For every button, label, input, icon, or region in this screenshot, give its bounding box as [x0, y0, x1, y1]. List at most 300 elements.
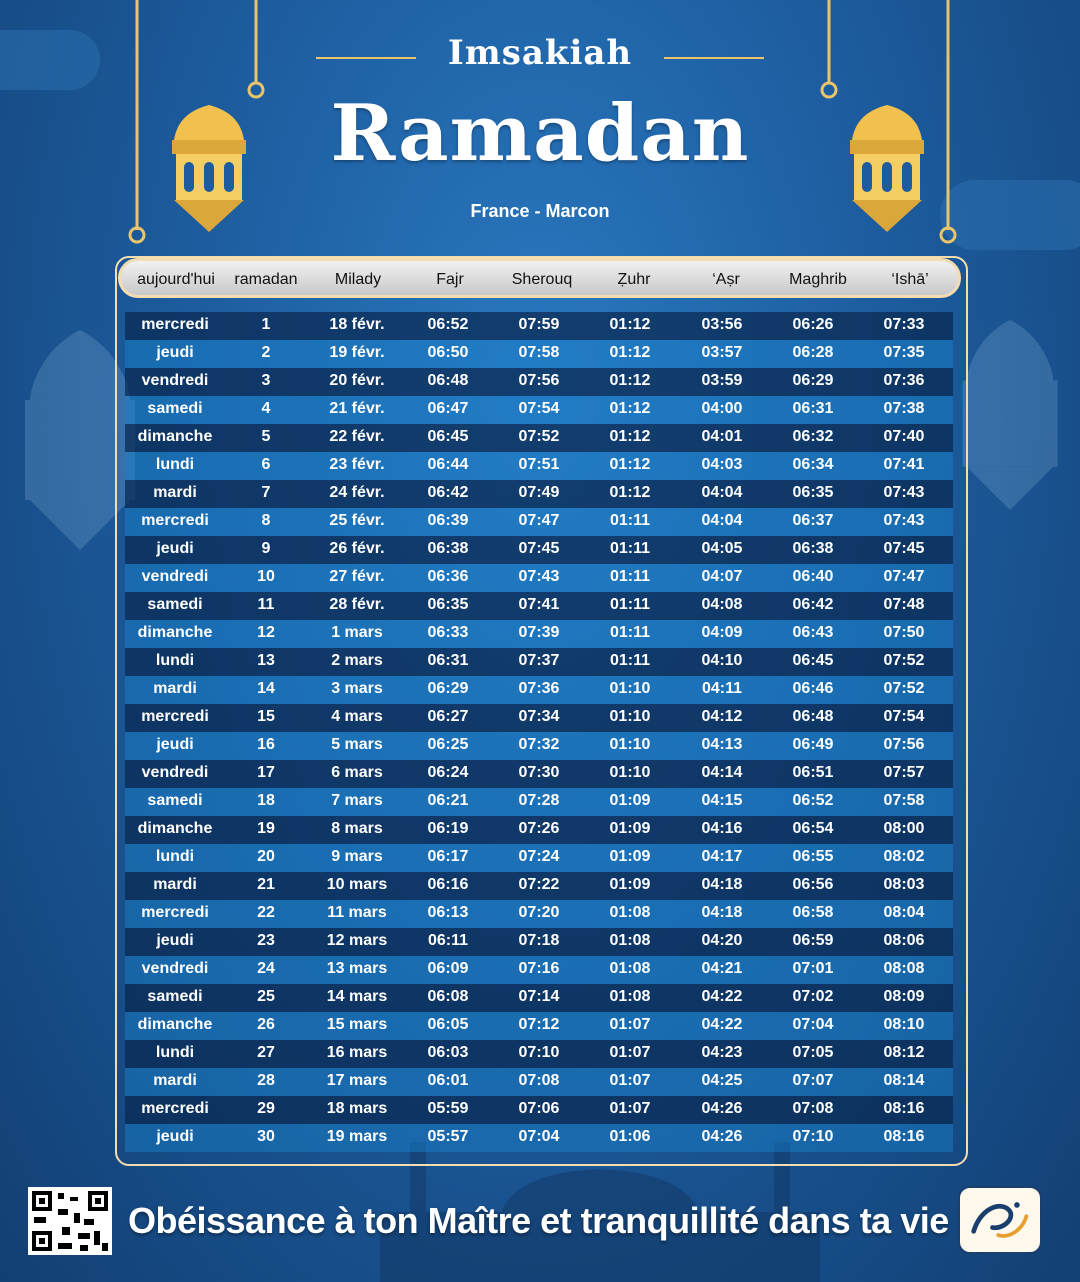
cell-gregorian-date: 1 mars	[331, 624, 383, 641]
cell-fajr: 06:31	[427, 652, 469, 669]
cell-sherouq: 07:32	[518, 736, 560, 753]
cell-asr: 04:13	[701, 736, 743, 753]
cell-asr: 04:16	[701, 820, 743, 837]
cell-zuhr: 01:08	[609, 932, 651, 949]
cell-isha: 07:36	[883, 372, 925, 389]
table-row	[125, 676, 953, 704]
cell-sherouq: 07:47	[518, 512, 560, 529]
cell-day: jeudi	[156, 344, 194, 361]
table-row	[125, 1124, 953, 1152]
cell-fajr: 06:25	[427, 736, 469, 753]
cell-sherouq: 07:14	[518, 988, 560, 1005]
cell-ramadan-day: 28	[257, 1072, 275, 1089]
cell-ramadan-day: 24	[257, 960, 275, 977]
cell-sherouq: 07:20	[518, 904, 560, 921]
cell-zuhr: 01:12	[609, 316, 651, 333]
cell-maghrib: 07:02	[792, 988, 834, 1005]
column-header-zuhr: Ẓuhr	[617, 271, 651, 288]
cell-day: lundi	[155, 848, 195, 865]
cell-zuhr: 01:09	[609, 848, 651, 865]
cell-isha: 08:16	[883, 1128, 925, 1145]
cell-gregorian-date: 9 mars	[331, 848, 383, 865]
cell-sherouq: 07:56	[518, 372, 560, 389]
cell-zuhr: 01:10	[609, 736, 651, 753]
cell-isha: 07:48	[883, 596, 925, 613]
table-row	[125, 564, 953, 592]
cell-maghrib: 06:49	[792, 736, 834, 753]
cell-isha: 08:10	[883, 1016, 925, 1033]
cell-day: mercredi	[141, 1100, 209, 1117]
cell-zuhr: 01:11	[609, 596, 651, 613]
cell-maghrib: 06:31	[792, 400, 834, 417]
cell-fajr: 06:47	[427, 400, 469, 417]
footer-slogan: Obéissance à ton Maître et tranquillité dans ta vie	[128, 1200, 949, 1241]
cell-isha: 08:04	[883, 904, 925, 921]
cell-gregorian-date: 17 mars	[326, 1072, 388, 1089]
cell-fajr: 06:05	[427, 1016, 469, 1033]
cell-asr: 04:22	[701, 988, 743, 1005]
table-row	[125, 704, 953, 732]
table-row	[125, 844, 953, 872]
cell-ramadan-day: 14	[257, 680, 275, 697]
cell-day: samedi	[147, 792, 203, 809]
cell-maghrib: 06:35	[792, 484, 834, 501]
cell-zuhr: 01:12	[609, 456, 651, 473]
cell-gregorian-date: 19 févr.	[329, 344, 385, 361]
cell-ramadan-day: 7	[261, 484, 271, 501]
cell-day: jeudi	[156, 932, 194, 949]
cell-maghrib: 06:54	[792, 820, 834, 837]
cell-day: dimanche	[137, 428, 213, 445]
cell-ramadan-day: 2	[261, 344, 271, 361]
cell-day: jeudi	[156, 1128, 194, 1145]
cell-isha: 08:12	[883, 1044, 925, 1061]
cell-ramadan-day: 25	[257, 988, 275, 1005]
cell-maghrib: 06:40	[792, 568, 834, 585]
cell-maghrib: 06:46	[792, 680, 834, 697]
cell-gregorian-date: 25 févr.	[329, 512, 385, 529]
cell-gregorian-date: 18 mars	[326, 1100, 388, 1117]
cell-day: samedi	[147, 596, 203, 613]
cell-ramadan-day: 10	[257, 568, 275, 585]
cell-maghrib: 06:52	[792, 792, 834, 809]
table-row	[125, 732, 953, 760]
cell-sherouq: 07:37	[518, 652, 560, 669]
location-label: France - Marcon	[470, 201, 610, 221]
cell-fajr: 06:17	[427, 848, 469, 865]
cell-zuhr: 01:07	[609, 1072, 651, 1089]
cell-asr: 04:14	[701, 764, 743, 781]
cell-isha: 07:50	[883, 624, 925, 641]
cell-day: samedi	[147, 988, 203, 1005]
table-row	[125, 312, 953, 340]
table-row	[125, 760, 953, 788]
cell-sherouq: 07:58	[518, 344, 560, 361]
cell-zuhr: 01:12	[609, 428, 651, 445]
cell-isha: 08:03	[883, 876, 925, 893]
cell-ramadan-day: 4	[261, 400, 271, 417]
cell-maghrib: 06:55	[792, 848, 834, 865]
cell-zuhr: 01:07	[609, 1044, 651, 1061]
cell-ramadan-day: 30	[257, 1128, 275, 1145]
cell-ramadan-day: 8	[261, 512, 271, 529]
cell-fajr: 06:03	[427, 1044, 469, 1061]
cell-maghrib: 06:42	[792, 596, 834, 613]
cell-day: vendredi	[141, 764, 209, 781]
cell-fajr: 06:16	[427, 876, 469, 893]
cell-isha: 07:52	[883, 680, 925, 697]
cell-gregorian-date: 4 mars	[331, 708, 383, 725]
cell-ramadan-day: 20	[257, 848, 275, 865]
cell-day: dimanche	[137, 820, 213, 837]
cell-fajr: 05:59	[427, 1100, 469, 1117]
cell-isha: 07:40	[883, 428, 925, 445]
cell-asr: 04:01	[701, 428, 743, 445]
cell-gregorian-date: 15 mars	[326, 1016, 388, 1033]
cell-asr: 04:05	[701, 540, 743, 557]
cell-sherouq: 07:08	[518, 1072, 560, 1089]
cell-asr: 04:11	[701, 680, 743, 697]
cell-day: mardi	[153, 876, 197, 893]
background-lantern-icon	[955, 320, 1065, 510]
cell-isha: 07:58	[883, 792, 925, 809]
cell-ramadan-day: 18	[257, 792, 275, 809]
cell-isha: 07:52	[883, 652, 925, 669]
cell-maghrib: 06:26	[792, 316, 834, 333]
cell-gregorian-date: 11 mars	[327, 904, 387, 921]
table-row	[125, 928, 953, 956]
table-row	[125, 452, 953, 480]
cell-ramadan-day: 23	[257, 932, 275, 949]
cell-sherouq: 07:51	[518, 456, 560, 473]
cell-maghrib: 06:32	[792, 428, 834, 445]
column-header-maghrib: Maghrib	[789, 271, 847, 288]
cell-fajr: 06:36	[427, 568, 469, 585]
cell-maghrib: 07:10	[792, 1128, 834, 1145]
table-row	[125, 872, 953, 900]
cell-zuhr: 01:08	[609, 988, 651, 1005]
cell-gregorian-date: 23 févr.	[329, 456, 385, 473]
cell-zuhr: 01:08	[609, 904, 651, 921]
cell-zuhr: 01:12	[609, 372, 651, 389]
cell-sherouq: 07:54	[518, 400, 560, 417]
table-row	[125, 368, 953, 396]
cell-asr: 04:04	[701, 512, 743, 529]
cell-sherouq: 07:16	[518, 960, 560, 977]
cell-gregorian-date: 6 mars	[331, 764, 383, 781]
cell-day: lundi	[155, 652, 195, 669]
cell-asr: 03:57	[701, 344, 743, 361]
cell-day: dimanche	[137, 624, 213, 641]
cell-maghrib: 06:51	[792, 764, 834, 781]
cell-zuhr: 01:12	[609, 400, 651, 417]
table-row	[125, 956, 953, 984]
cell-fajr: 06:45	[427, 428, 469, 445]
cell-isha: 07:54	[883, 708, 925, 725]
cell-zuhr: 01:10	[609, 764, 651, 781]
cell-isha: 07:56	[883, 736, 925, 753]
table-row	[125, 1096, 953, 1124]
cell-day: mardi	[153, 484, 197, 501]
cell-day: mardi	[153, 1072, 197, 1089]
cell-gregorian-date: 26 févr.	[329, 540, 385, 557]
cell-gregorian-date: 8 mars	[331, 820, 383, 837]
table-row	[125, 536, 953, 564]
cell-day: vendredi	[141, 960, 209, 977]
cell-isha: 07:43	[883, 484, 925, 501]
cell-asr: 04:15	[701, 792, 743, 809]
cell-gregorian-date: 2 mars	[331, 652, 383, 669]
cell-zuhr: 01:09	[609, 820, 651, 837]
cell-ramadan-day: 13	[257, 652, 275, 669]
cell-maghrib: 07:08	[792, 1100, 834, 1117]
cell-zuhr: 01:10	[609, 708, 651, 725]
cell-fajr: 06:19	[427, 820, 469, 837]
column-header-isha: ‘Ishā’	[891, 271, 929, 288]
cell-zuhr: 01:07	[609, 1016, 651, 1033]
cell-zuhr: 01:11	[609, 624, 651, 641]
cell-sherouq: 07:34	[518, 708, 560, 725]
cell-sherouq: 07:04	[518, 1128, 560, 1145]
cell-ramadan-day: 5	[261, 428, 271, 445]
title-imsakiah: Imsakiah	[447, 33, 633, 73]
cell-day: dimanche	[137, 1016, 213, 1033]
cell-maghrib: 06:48	[792, 708, 834, 725]
cell-isha: 08:16	[883, 1100, 925, 1117]
column-header-milady: Milady	[334, 271, 382, 288]
table-row	[125, 592, 953, 620]
cell-zuhr: 01:09	[609, 876, 651, 893]
cell-fajr: 06:35	[427, 596, 469, 613]
cell-isha: 07:41	[883, 456, 925, 473]
cell-ramadan-day: 16	[257, 736, 275, 753]
cell-maghrib: 06:58	[792, 904, 834, 921]
cell-isha: 07:57	[883, 764, 925, 781]
table-row	[125, 340, 953, 368]
cell-isha: 08:09	[883, 988, 925, 1005]
cell-maghrib: 07:04	[792, 1016, 834, 1033]
cell-fajr: 06:08	[427, 988, 469, 1005]
cell-maghrib: 07:01	[792, 960, 834, 977]
cell-asr: 04:21	[701, 960, 743, 977]
cell-fajr: 06:48	[427, 372, 469, 389]
cell-maghrib: 07:05	[792, 1044, 834, 1061]
cell-day: mercredi	[141, 904, 209, 921]
cell-ramadan-day: 22	[257, 904, 275, 921]
cell-asr: 04:04	[701, 484, 743, 501]
cell-ramadan-day: 17	[257, 764, 275, 781]
cell-fajr: 06:38	[427, 540, 469, 557]
cell-asr: 04:12	[701, 708, 743, 725]
cell-asr: 04:23	[701, 1044, 743, 1061]
table-row	[125, 480, 953, 508]
cell-sherouq: 07:06	[518, 1100, 560, 1117]
cell-isha: 08:14	[883, 1072, 925, 1089]
cell-asr: 04:07	[701, 568, 743, 585]
cell-isha: 08:06	[883, 932, 925, 949]
cell-gregorian-date: 27 févr.	[329, 568, 385, 585]
table-row	[125, 984, 953, 1012]
cell-gregorian-date: 18 févr.	[329, 316, 385, 333]
cell-day: mercredi	[141, 708, 209, 725]
cell-isha: 07:35	[883, 344, 925, 361]
cell-asr: 04:18	[701, 904, 743, 921]
cell-fajr: 05:57	[427, 1128, 469, 1145]
cell-day: jeudi	[156, 540, 194, 557]
cell-gregorian-date: 20 févr.	[329, 372, 385, 389]
cell-isha: 07:33	[883, 316, 925, 333]
cell-fajr: 06:52	[427, 316, 469, 333]
table-row	[125, 900, 953, 928]
cell-maghrib: 07:07	[792, 1072, 834, 1089]
cell-maghrib: 06:28	[792, 344, 834, 361]
cell-ramadan-day: 27	[257, 1044, 275, 1061]
cell-fajr: 06:21	[427, 792, 469, 809]
cell-asr: 04:08	[701, 596, 743, 613]
cell-zuhr: 01:08	[609, 960, 651, 977]
cell-gregorian-date: 13 mars	[326, 960, 388, 977]
cell-asr: 04:22	[701, 1016, 743, 1033]
cell-fajr: 06:33	[427, 624, 469, 641]
cell-isha: 08:02	[883, 848, 925, 865]
cell-ramadan-day: 29	[257, 1100, 275, 1117]
cell-day: mardi	[153, 680, 197, 697]
cell-zuhr: 01:12	[609, 344, 651, 361]
cell-sherouq: 07:28	[518, 792, 560, 809]
column-header-today: aujourd'hui	[137, 271, 215, 288]
cell-isha: 07:43	[883, 512, 925, 529]
table-row	[125, 396, 953, 424]
table-row	[125, 424, 953, 452]
table-row	[125, 508, 953, 536]
column-header-fajr: Fajr	[436, 271, 464, 288]
cell-isha: 08:08	[883, 960, 925, 977]
cell-ramadan-day: 26	[257, 1016, 275, 1033]
cell-fajr: 06:01	[427, 1072, 469, 1089]
cell-sherouq: 07:43	[518, 568, 560, 585]
column-header-asr: ‘Aṣr	[712, 271, 740, 288]
cell-ramadan-day: 15	[257, 708, 275, 725]
cell-maghrib: 06:38	[792, 540, 834, 557]
cell-maghrib: 06:56	[792, 876, 834, 893]
cell-ramadan-day: 19	[257, 820, 275, 837]
cell-sherouq: 07:52	[518, 428, 560, 445]
cell-zuhr: 01:11	[609, 540, 651, 557]
table-row	[125, 1012, 953, 1040]
cell-ramadan-day: 9	[261, 540, 271, 557]
cell-gregorian-date: 28 févr.	[329, 596, 385, 613]
cell-zuhr: 01:09	[609, 792, 651, 809]
table-row	[125, 620, 953, 648]
cell-fajr: 06:42	[427, 484, 469, 501]
cell-day: mercredi	[141, 512, 209, 529]
cell-asr: 04:26	[701, 1128, 743, 1145]
cell-sherouq: 07:36	[518, 680, 560, 697]
cell-day: lundi	[155, 456, 195, 473]
title-ramadan: Ramadan	[330, 88, 750, 179]
cell-asr: 04:09	[701, 624, 743, 641]
cell-fajr: 06:39	[427, 512, 469, 529]
cell-ramadan-day: 6	[261, 456, 271, 473]
cell-sherouq: 07:18	[518, 932, 560, 949]
cell-ramadan-day: 21	[257, 876, 275, 893]
cell-asr: 04:26	[701, 1100, 743, 1117]
cell-gregorian-date: 24 févr.	[329, 484, 385, 501]
cell-zuhr: 01:07	[609, 1100, 651, 1117]
cell-day: vendredi	[141, 568, 209, 585]
cell-sherouq: 07:59	[518, 316, 560, 333]
cell-isha: 07:47	[883, 568, 925, 585]
cell-asr: 04:25	[701, 1072, 743, 1089]
cell-maghrib: 06:43	[792, 624, 834, 641]
table-row	[125, 648, 953, 676]
cell-gregorian-date: 14 mars	[326, 988, 388, 1005]
cell-isha: 07:45	[883, 540, 925, 557]
cell-zuhr: 01:12	[609, 484, 651, 501]
table-row	[125, 788, 953, 816]
cell-isha: 07:38	[883, 400, 925, 417]
table-row	[125, 1068, 953, 1096]
cell-maghrib: 06:59	[792, 932, 834, 949]
cell-sherouq: 07:41	[518, 596, 560, 613]
cell-day: vendredi	[141, 372, 209, 389]
cell-ramadan-day: 3	[261, 372, 271, 389]
cell-fajr: 06:13	[427, 904, 469, 921]
cell-gregorian-date: 5 mars	[331, 736, 383, 753]
column-header-ramadan: ramadan	[234, 271, 298, 288]
cell-sherouq: 07:30	[518, 764, 560, 781]
cell-sherouq: 07:10	[518, 1044, 560, 1061]
cell-sherouq: 07:49	[518, 484, 560, 501]
cell-gregorian-date: 7 mars	[331, 792, 383, 809]
cell-asr: 04:17	[701, 848, 743, 865]
cell-ramadan-day: 1	[261, 316, 271, 333]
cell-maghrib: 06:45	[792, 652, 834, 669]
cell-fajr: 06:27	[427, 708, 469, 725]
table-row	[125, 816, 953, 844]
cell-ramadan-day: 11	[257, 596, 275, 613]
cell-zuhr: 01:11	[609, 512, 651, 529]
cell-sherouq: 07:39	[518, 624, 560, 641]
cell-gregorian-date: 19 mars	[326, 1128, 388, 1145]
qr-code-icon	[28, 1187, 112, 1255]
table-header	[118, 258, 961, 298]
cell-asr: 04:20	[701, 932, 743, 949]
cell-zuhr: 01:11	[609, 652, 651, 669]
cell-zuhr: 01:10	[609, 680, 651, 697]
cell-asr: 04:03	[701, 456, 743, 473]
cell-sherouq: 07:26	[518, 820, 560, 837]
cell-asr: 04:10	[701, 652, 743, 669]
cell-fajr: 06:24	[427, 764, 469, 781]
cell-day: mercredi	[141, 316, 209, 333]
cell-gregorian-date: 12 mars	[326, 932, 388, 949]
cell-day: jeudi	[156, 736, 194, 753]
cell-gregorian-date: 16 mars	[326, 1044, 388, 1061]
cell-maghrib: 06:37	[792, 512, 834, 529]
cell-gregorian-date: 3 mars	[331, 680, 383, 697]
cell-day: lundi	[155, 1044, 195, 1061]
cell-asr: 03:56	[701, 316, 743, 333]
cell-gregorian-date: 10 mars	[326, 876, 388, 893]
cell-asr: 03:59	[701, 372, 743, 389]
cell-fajr: 06:09	[427, 960, 469, 977]
cell-fajr: 06:11	[427, 932, 469, 949]
cell-fajr: 06:44	[427, 456, 469, 473]
cell-gregorian-date: 21 févr.	[329, 400, 385, 417]
cell-asr: 04:00	[701, 400, 743, 417]
app-logo-icon	[958, 1186, 1042, 1254]
